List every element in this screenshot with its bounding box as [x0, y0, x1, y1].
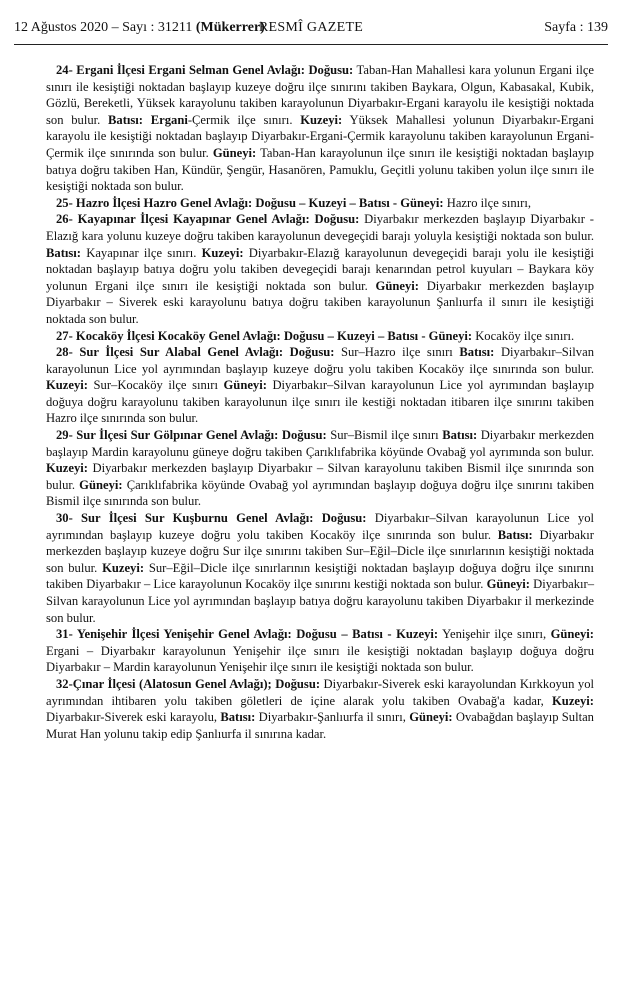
- bold-label: Güneyi:: [550, 627, 594, 642]
- body-text: Kocaköy ilçe sınırı.: [472, 328, 575, 343]
- body-text: Ergani – Diyarbakır karayolunun Yenişehir ilçe sınırı ile kesiştiği noktadan başlayıp doğuya doğru Diyarbakır – Mardin karayolunun Yenişehir ilçe sınırı ile kesiştiği noktada son bulur.: [46, 643, 594, 675]
- bold-label: 24- Ergani İlçesi Ergani Selman Genel Avlağı: Doğusu:: [56, 63, 354, 77]
- bold-label: Güneyi:: [223, 378, 267, 393]
- body-text: Diyarbakır merkezden başlayıp Diyarbakır - Elazığ kara yolunu kuzeye doğru takiben karayolunun devegeçidi barajı yoluyla kesiştiği noktada son bulur.: [46, 212, 594, 243]
- bold-label: Güneyi:: [409, 710, 453, 725]
- paragraph-27: [46, 328, 594, 345]
- bold-label: 31- Yenişehir İlçesi Yenişehir Genel Avlağı: Doğusu – Batısı - Kuzeyi:: [56, 627, 439, 642]
- body-text: Sur–Eğil–Dicle ilçe sınırlarının kesiştiği noktadan başlayıp doğuya doğru ilçe sınırını takiben Diyarbakır – Lice karayolunun Kocaköy ilçe sınırını kestiği noktada son bulur.: [46, 560, 594, 592]
- bold-label: Kuzeyi:: [46, 378, 88, 393]
- bold-label: Kuzeyi:: [201, 245, 244, 260]
- bold-label: Güneyi:: [79, 477, 123, 492]
- paragraph-29: [46, 427, 594, 510]
- paragraph-28: [46, 344, 594, 427]
- paragraph-32: [46, 676, 594, 742]
- bold-label: Kuzeyi:: [102, 560, 145, 575]
- body-text: Diyarbakır–Silvan karayolunun Lice yol ayrımından başlayıp doğuya doğru karayolunu takiben karayolunun ilçe sınırı ile kestiği noktadan itibaren ilçe sınırını takiben Hazro ilçe sınırında son bulur.: [46, 378, 594, 426]
- bold-label: 25- Hazro İlçesi Hazro Genel Avlağı: Doğusu – Kuzeyi – Batısı - Güneyi:: [56, 195, 444, 210]
- paragraph-26: [46, 211, 594, 327]
- bold-label: Güneyi:: [486, 577, 530, 592]
- bold-label: 29- Sur İlçesi Sur Gölpınar Genel Avlağı: Doğusu:: [56, 428, 327, 443]
- bold-label: 30- Sur İlçesi Sur Kuşburnu Genel Avlağı: Doğusu:: [56, 511, 367, 526]
- body-text: Diyarbakır merkezden başlayıp kuzeye doğru Sur ilçe sınırını takiben Sur–Eğil–Dicle ilçe sınırlarının kesiştiği noktada son bulur.: [46, 527, 594, 575]
- body-text: Diyarbakır merkezden başlayıp Diyarbakır – Siverek eski karayolunu batıya doğru takiben karayolunun Şanlıurfa il sınırı ile kesiştiği noktada son bulur.: [46, 278, 594, 326]
- bold-label: 28- Sur İlçesi Sur Alabal Genel Avlağı: Doğusu:: [56, 345, 335, 360]
- header-repeat-flag: (Mükerrer): [195, 20, 265, 35]
- bold-label: Kuzeyi:: [300, 112, 343, 127]
- body-text: Diyarbakır–Silvan karayolunun Lice yol ayrımından başlayıp kuzeye doğru yolu takiben Kocaköy ilçe sınırında son bulur.: [46, 345, 594, 376]
- body-text: Yüksek Mahallesi yolunun Diyarbakır-Ergani karayolu ile kesiştiği noktadan başlayıp Diyarbakır-Ergani-Çermik karayolunu takiben karayolunun Ergani-Çermik ilçe sınırında son bulur.: [46, 112, 594, 160]
- body-text: Diyarbakır–Silvan karayolunun Lice yol ayrımından başlayıp kuzeye doğru yolu takiben Kocaköy ilçe sınırında son bulur.: [46, 511, 595, 542]
- bold-label: Güneyi:: [375, 278, 419, 293]
- body-text: Diyarbakır merkezden başlayıp Diyarbakır – Silvan karayolunu takiben Bismil ilçe sınırında son bulur.: [46, 461, 594, 492]
- header-date: 12 Ağustos 2020 – Sayı : 31211: [14, 20, 193, 35]
- body-text: Taban-Han karayolunun ilçe sınırı ile kesiştiği noktadan başlayıp batıya doğru takiben Han, Kündür, Şengür, Hasanören, Pamuklu, Geçitli yolunu takiben yolun ilçe sınırı ile kesiştiği noktada son bulur.: [46, 145, 594, 194]
- body-text: Sur–Bismil ilçe sınırı: [326, 428, 443, 443]
- paragraph-30: [46, 510, 594, 626]
- bold-label: Batısı:: [459, 345, 495, 360]
- body-text: Diyarbakır-Siverek eski karayolu,: [46, 710, 221, 725]
- body-text: Kayapınar ilçe sınırı.: [80, 245, 202, 260]
- header-page-number: Sayfa : 139: [544, 20, 608, 35]
- paragraph-24: [46, 62, 594, 195]
- body-text: Hazro ilçe sınırı,: [443, 195, 532, 210]
- bold-label: Batısı: Ergani: [108, 112, 188, 127]
- bold-label: Batısı:: [442, 428, 478, 443]
- body-text: -Çermik ilçe sınırı.: [187, 112, 301, 127]
- page-header: [14, 18, 608, 45]
- bold-label: 27- Kocaköy İlçesi Kocaköy Genel Avlağı: Doğusu – Kuzeyi – Batısı - Güneyi:: [56, 328, 473, 343]
- bold-label: Güneyi:: [212, 145, 257, 160]
- body-text: Yenişehir ilçe sınırı,: [438, 627, 551, 642]
- bold-label: Batısı:: [220, 710, 256, 725]
- bold-label: Kuzeyi:: [46, 461, 88, 476]
- paragraph-31: [46, 626, 594, 676]
- body-text: Diyarbakır-Siverek eski karayolundan Kırkkoyun yol ayrımından ihtibaren yolu takiben göletleri de içine alarak yolu takiben Ovabağ'a kadar,: [46, 676, 594, 708]
- body-text: Sur–Hazro ilçe sınırı: [334, 345, 460, 360]
- paragraph-25: [46, 195, 594, 212]
- bold-label: Batısı:: [497, 527, 533, 542]
- body-text: Ovabağdan başlayıp Sultan Murat Han yolunu takip edip Şanlıurfa il sınırına kadar.: [46, 710, 594, 741]
- bold-label: Batısı:: [46, 245, 81, 260]
- body-text: Taban-Han Mahallesi kara yolunun Ergani ilçe sınırı ile kesiştiği noktadan başlayıp kuzeye doğru ilçe sınırını takiben Baykara, Olgun, Kabasakal, Kubik, Gözlü, Bereketli, Yüksek karayolunu takiben karayolunun Diyarbakır-Ergani karayolu ile kesiştiği noktada son bulur.: [46, 63, 594, 127]
- body-text: Diyarbakır merkezden başlayıp Mardin karayolunu güneye doğru takiben Çarıklıfabrika köyünde Ovabağ yol ayrımında son bulur.: [46, 428, 595, 459]
- body-text: Diyarbakır-Elazığ karayolunun devegeçidi barajı yolu ile kesiştiği noktadan başlayıp batıya doğru yolu takiben devegeçidi barajı kenarından petrol kuyuları – Baykara köy yolunun Ergani ilçe sınırı ile kesiştiği noktada son bulur.: [46, 245, 594, 293]
- body-text: Sur–Kocaköy ilçe sınırı: [87, 378, 224, 393]
- document-body: [46, 62, 594, 742]
- bold-label: 26- Kayapınar İlçesi Kayapınar Genel Avlağı: Doğusu:: [56, 212, 360, 227]
- body-text: Diyarbakır-Şanlıurfa il sınırı,: [255, 710, 410, 725]
- bold-label: 32-Çınar İlçesi (Alatosun Genel Avlağı); Doğusu:: [56, 676, 321, 691]
- bold-label: Kuzeyi:: [552, 693, 594, 708]
- body-text: Diyarbakır–Silvan karayolunun Lice yol ayrımından başlayıp batıya doğru karayolunu takiben Diyarbakır il merkezinde son bulur.: [46, 577, 595, 625]
- header-gazette-title: RESMÎ GAZETE: [258, 20, 364, 35]
- body-text: Çarıklıfabrika köyünde Ovabağ yol ayrımından başlayıp doğuya doğru ilçe sınırını takiben Bismil ilçe sınırında son bulur.: [46, 477, 594, 509]
